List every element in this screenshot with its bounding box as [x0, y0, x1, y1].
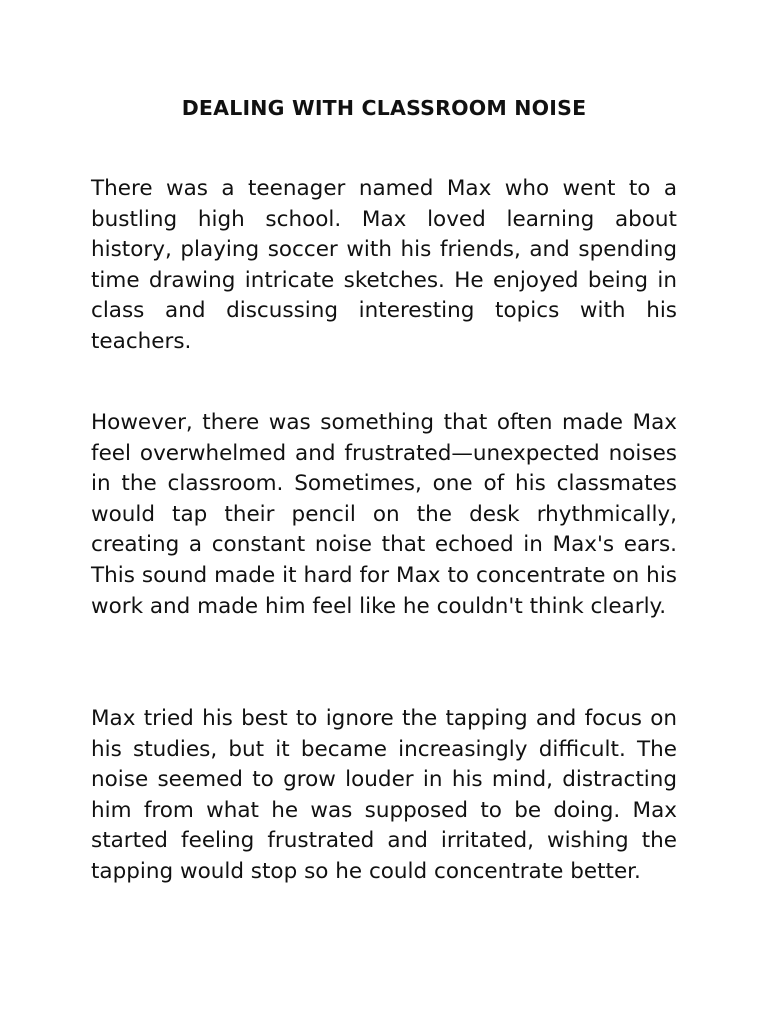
paragraph-1: There was a teenager named Max who went to a bustling high school. Max loved learning about history, playing soccer with his friends, and spending time drawing intricate sketches. He enjoyed being in class and discussing interesting topics with his teachers. — [91, 176, 677, 354]
paragraph-3: Max tried his best to ignore the tapping and focus on his studies, but it became increasingly difficult. The noise seemed to grow louder in his mind, distracting him from what he was supposed to be doing. Max started feeling frustrated and irritated, wishing the tapping would stop so he could concentrate better. — [91, 706, 677, 884]
document-title: DEALING WITH CLASSROOM NOISE — [181, 96, 587, 120]
paragraph-2: However, there was something that often made Max feel overwhelmed and frustrated—unexpected noises in the classroom. Sometimes, one of his classmates would tap their pencil on the desk rhythmically, creating a constant noise that echoed in Max's ears. This sound made it hard for Max to concentrate on his work and made him feel like he couldn't think clearly. — [91, 410, 677, 619]
